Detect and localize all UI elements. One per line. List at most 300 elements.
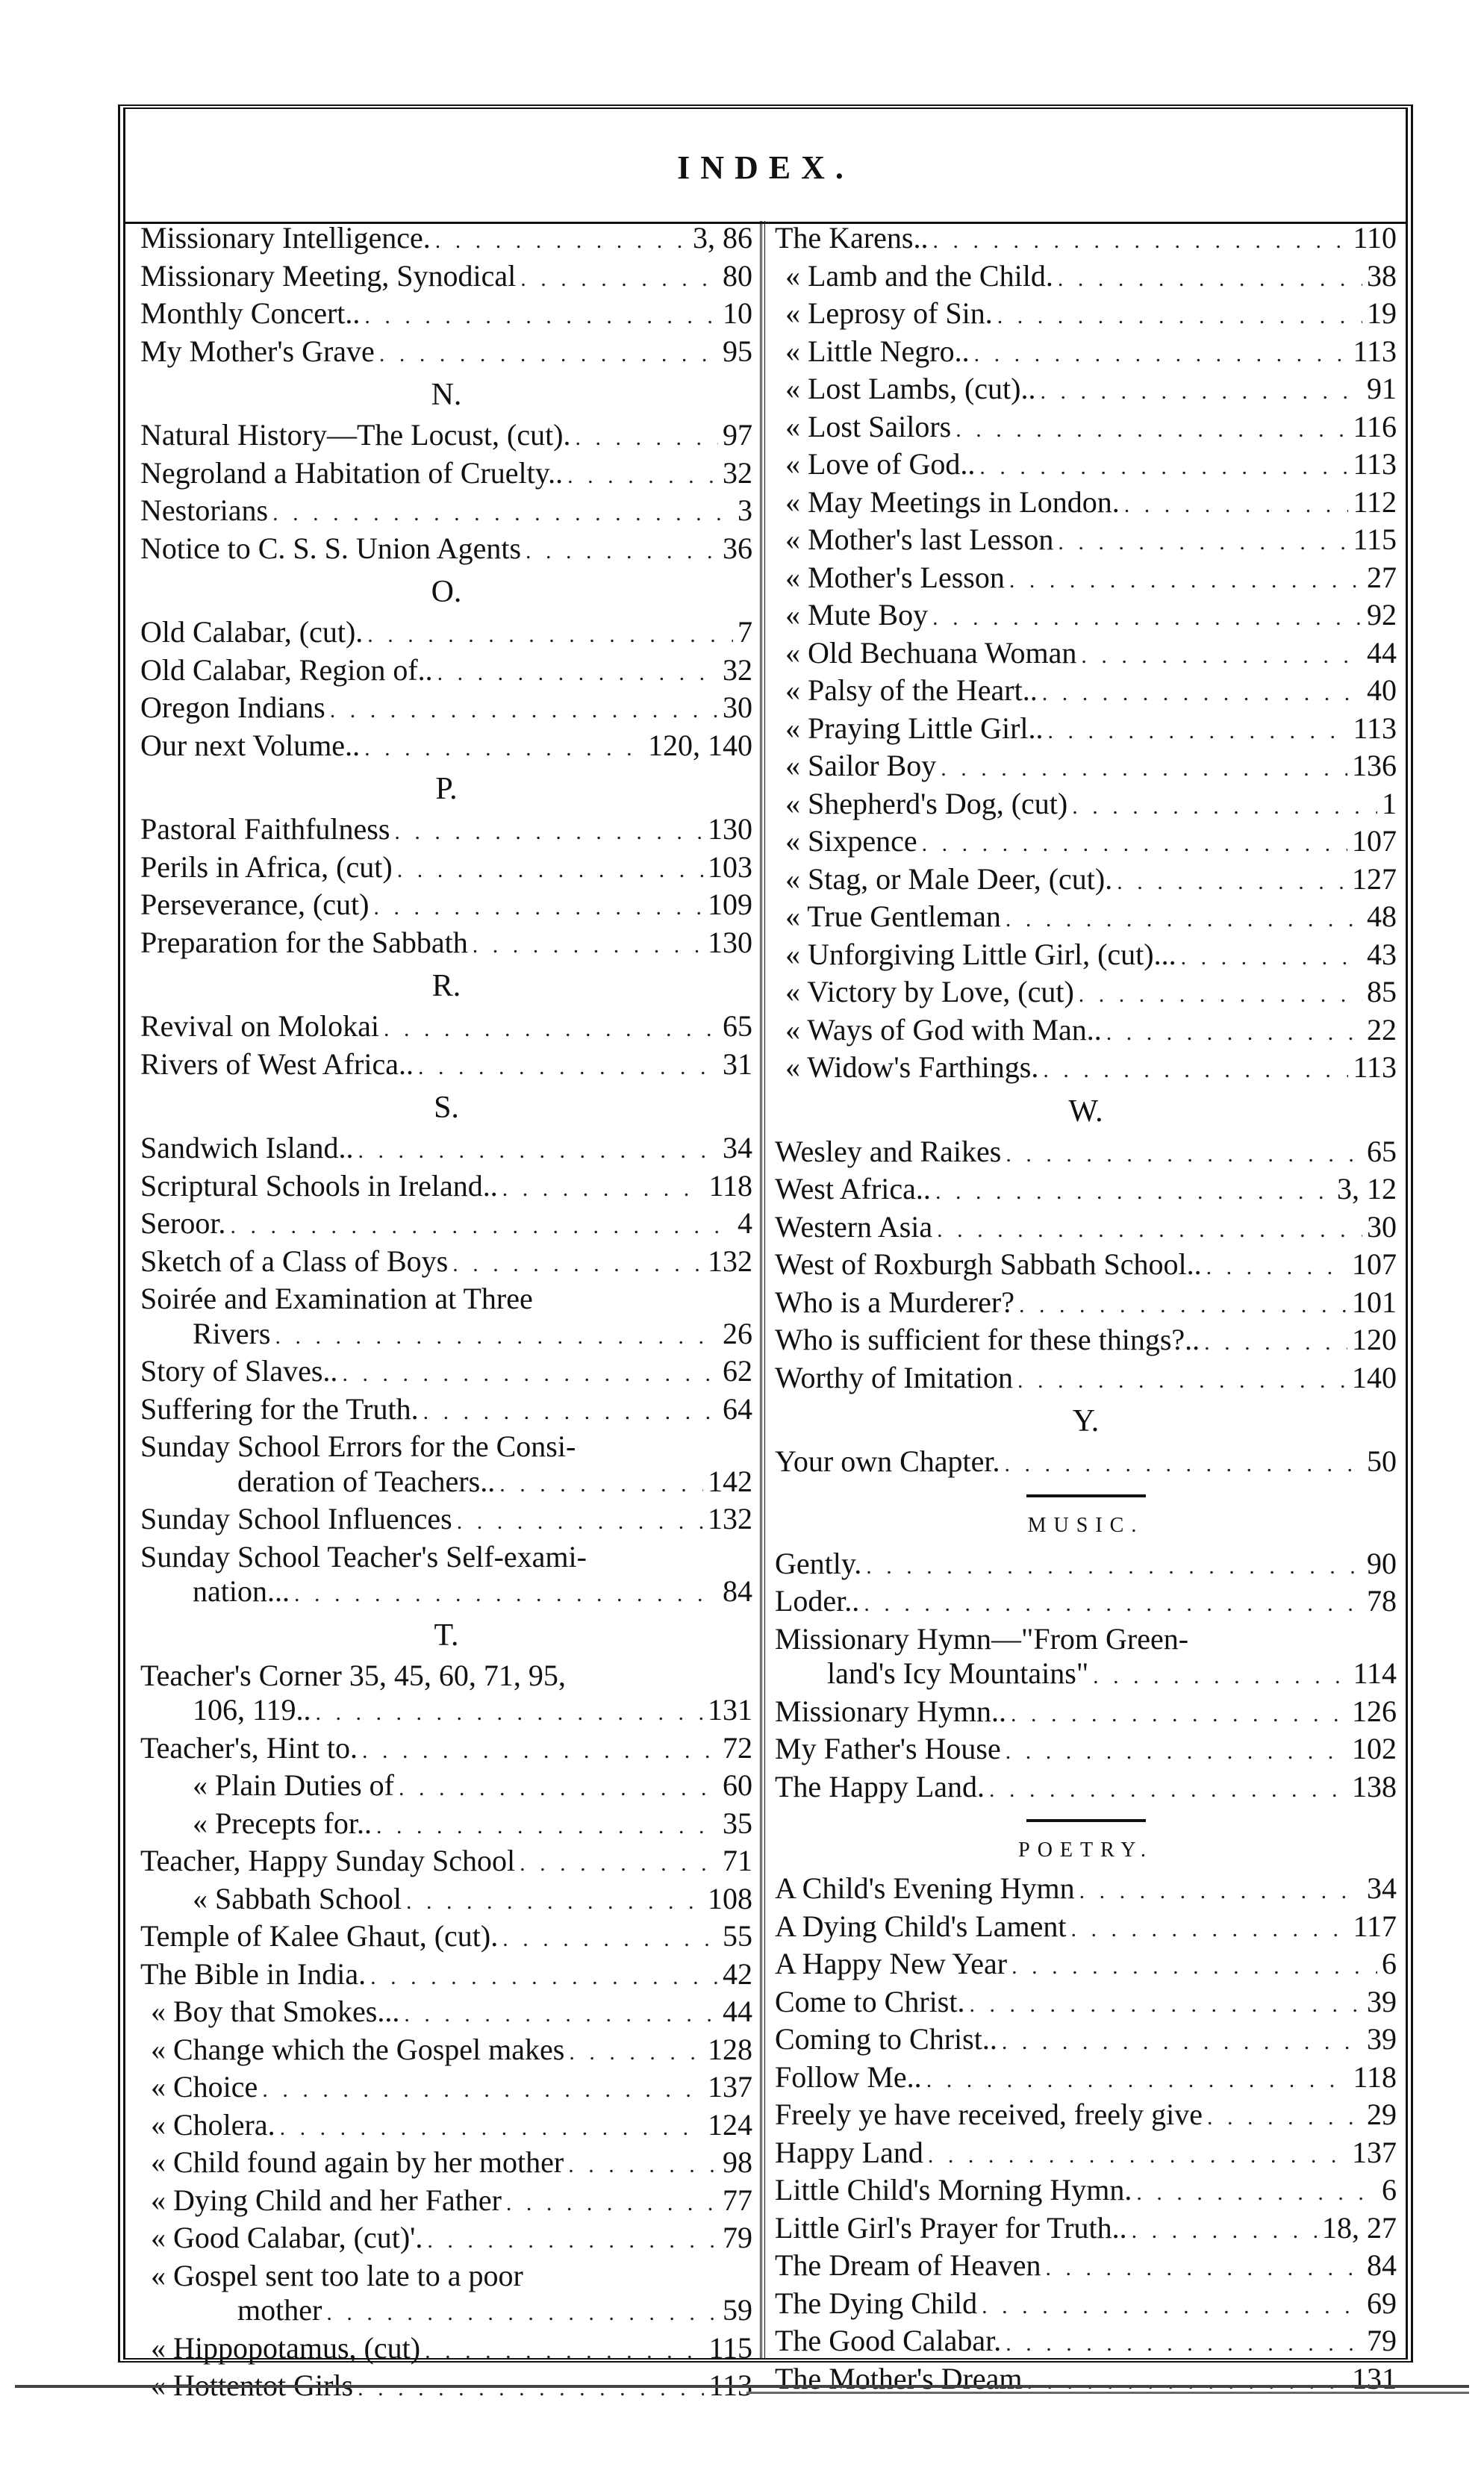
leader-dots (427, 2224, 718, 2259)
entry-page: 95 (723, 334, 752, 368)
leader-dots (384, 1012, 718, 1047)
leader-dots (418, 1050, 718, 1085)
leader-dots (358, 2371, 704, 2407)
index-entry (775, 938, 1397, 976)
index-entry (775, 2211, 1397, 2249)
leader-dots (362, 1734, 718, 1769)
leader-dots (1204, 1326, 1347, 1361)
index-entry (775, 598, 1397, 636)
entry-page: 42 (723, 1956, 752, 1991)
entry-page: 113 (1353, 334, 1397, 368)
entry-title-continued: deration of Teachers.. (237, 1464, 496, 1498)
leader-dots (932, 224, 1348, 259)
leader-dots (1011, 1697, 1347, 1733)
index-entry (775, 2173, 1397, 2211)
entry-page: 113 (708, 2368, 752, 2402)
entry-title: Perils in Africa, (cut) (140, 849, 393, 884)
entry-page: 30 (723, 690, 752, 724)
index-entry (140, 1957, 752, 1995)
entry-title: Wesley and Raikes (775, 1134, 1002, 1168)
entry-page: 80 (723, 258, 752, 293)
entry-title: The Karens.. (775, 221, 929, 255)
index-entry (775, 1210, 1397, 1248)
entry-title: « Victory by Love, (cut) (785, 975, 1074, 1008)
entry-title: « Lost Sailors (785, 409, 952, 443)
entry-title: Come to Christ. (775, 1984, 965, 2018)
bottom-rule (15, 2385, 1469, 2388)
entry-page: 92 (1367, 598, 1397, 631)
leader-dots (1132, 2214, 1318, 2249)
index-entry (775, 899, 1397, 938)
entry-page: 4 (738, 1206, 752, 1240)
entry-page: 116 (1353, 409, 1397, 443)
entry-page: 79 (1367, 2324, 1397, 2357)
index-entry (775, 787, 1397, 825)
section-letter-heading: O. (431, 575, 462, 609)
entry-title: Missionary Hymn—"From Green- (775, 1621, 1189, 1656)
entry-page: 65 (1367, 1134, 1397, 1168)
entry-title: Teacher's, Hint to. (140, 1730, 358, 1765)
entry-page: 120, 140 (648, 728, 752, 762)
entry-title: Scriptural Schools in Ireland.. (140, 1168, 498, 1203)
entry-title: « Sixpence (785, 824, 917, 858)
index-entry (775, 1444, 1397, 1482)
index-entry (140, 2221, 752, 2259)
leader-dots (864, 1587, 1362, 1622)
column-divider (760, 221, 765, 2358)
entry-title: « Lamb and the Child. (785, 258, 1053, 293)
index-entry (140, 1131, 752, 1169)
entry-title: Old Calabar, (cut). (140, 615, 364, 649)
entry-title: Missionary Intelligence. (140, 221, 431, 255)
entry-title: « Mother's last Lesson (785, 523, 1054, 556)
leader-dots (1017, 1364, 1347, 1399)
entry-title: Suffering for the Truth. (140, 1391, 419, 1426)
entry-page: 22 (1367, 1012, 1397, 1047)
entry-page: 107 (1352, 824, 1397, 858)
entry-title-continued: land's Icy Mountains" (827, 1656, 1089, 1690)
entry-title: Seroor. (140, 1206, 226, 1240)
leader-dots (404, 1998, 718, 2033)
entry-page: 131 (1352, 2361, 1397, 2395)
entry-page: 19 (1367, 296, 1397, 330)
leader-dots (1006, 1138, 1362, 1173)
leader-dots (1006, 1735, 1347, 1770)
entry-title: Sunday School Teacher's Self-exami- (140, 1539, 587, 1574)
leader-dots (1042, 676, 1362, 711)
entry-page: 113 (1353, 1050, 1397, 1084)
entry-title: Revival on Molokai (140, 1009, 379, 1043)
entry-title: Natural History—The Locust, (cut). (140, 418, 571, 452)
entry-page: 44 (1367, 635, 1397, 670)
entry-page: 7 (738, 615, 752, 649)
entry-title: Teacher's Corner 35, 45, 60, 71, 95, (140, 1658, 566, 1692)
entry-page: 114 (1353, 1656, 1397, 1690)
section-letter-heading: Y. (1072, 1404, 1100, 1438)
section-rule (1026, 1819, 1146, 1822)
entry-title: « Praying Little Girl.. (785, 711, 1044, 745)
entry-title: Who is a Murderer? (775, 1285, 1014, 1319)
leader-dots (974, 337, 1349, 372)
index-entry (140, 2070, 752, 2108)
entry-title: « Mute Boy (785, 598, 929, 631)
entry-page: 48 (1367, 899, 1397, 933)
entry-title: « Mother's Lesson (785, 560, 1005, 594)
index-entry (775, 862, 1397, 900)
index-entry (775, 1985, 1397, 2023)
leader-dots (520, 1847, 718, 1882)
leader-dots (1006, 902, 1362, 938)
leader-dots (1048, 714, 1349, 749)
entry-page: 130 (708, 925, 752, 959)
leader-dots (1006, 2327, 1362, 2362)
index-entry (775, 259, 1397, 297)
entry-title: « Gospel sent too late to a poor (151, 2258, 523, 2292)
entry-title: « Sabbath School (193, 1881, 402, 1915)
leader-dots (1079, 1874, 1362, 1909)
leader-dots (955, 413, 1348, 448)
entry-title: « Change which the Gospel makes (151, 2032, 565, 2066)
index-entry (140, 1354, 752, 1392)
entry-title: Coming to Christ.. (775, 2022, 997, 2056)
entry-title: « Widow's Farthings. (785, 1050, 1039, 1084)
index-entry-multiline (140, 2259, 752, 2331)
index-entry (140, 888, 752, 926)
entry-page: 132 (708, 1502, 752, 1535)
entry-title: Missionary Hymn.. (775, 1694, 1006, 1728)
index-entry (775, 2286, 1397, 2324)
index-entry (140, 1047, 752, 1085)
entry-title: Preparation for the Sabbath (140, 925, 468, 959)
entry-title: « Child found again by her mother (151, 2145, 564, 2179)
index-entry (140, 653, 752, 691)
entry-title: Follow Me.. (775, 2059, 922, 2094)
entry-title-continued: nation... (193, 1574, 290, 1608)
leader-dots (423, 1395, 718, 1430)
entry-title: The Dying Child (775, 2286, 978, 2320)
entry-title-continued: Rivers (193, 1316, 271, 1350)
entry-page: 27 (1367, 560, 1397, 594)
bottom-rule-secondary (746, 2392, 1469, 2394)
index-entry (140, 812, 752, 850)
leader-dots (280, 2111, 703, 2146)
entry-title: A Dying Child's Lament (775, 1909, 1067, 1943)
leader-dots (1093, 1659, 1348, 1694)
entry-title: Sketch of a Class of Boys (140, 1244, 449, 1278)
section-letter-heading: W. (1068, 1094, 1103, 1129)
entry-page: 126 (1352, 1694, 1397, 1728)
leader-dots (1106, 1016, 1362, 1051)
entry-page: 3, 86 (693, 221, 752, 255)
entry-page: 136 (1352, 749, 1397, 782)
entry-title: « Stag, or Male Deer, (cut). (785, 861, 1113, 896)
index-entry (140, 1502, 752, 1540)
leader-dots (342, 1357, 718, 1392)
leader-dots (473, 929, 703, 964)
section-rule (1026, 1494, 1146, 1497)
index-entry (140, 221, 752, 259)
leader-dots (452, 1247, 703, 1282)
index-entry (140, 615, 752, 653)
leader-dots (367, 618, 733, 653)
entry-page: 127 (1352, 861, 1397, 896)
entry-title: The Happy Land. (775, 1769, 985, 1803)
leader-dots (1181, 941, 1362, 976)
leader-dots (1072, 790, 1377, 825)
leader-dots (937, 1213, 1362, 1248)
leader-dots (358, 1134, 718, 1169)
entry-title: West of Roxburgh Sabbath School.. (775, 1247, 1202, 1281)
entry-title: Little Child's Morning Hymn. (775, 2173, 1132, 2207)
entry-page: 128 (708, 2032, 752, 2066)
entry-page: 72 (723, 1730, 752, 1765)
leader-dots (275, 1320, 718, 1355)
entry-page: 34 (723, 1131, 752, 1164)
entry-page: 115 (1353, 523, 1397, 556)
leader-dots (969, 1988, 1362, 2023)
entry-title: « Cholera. (151, 2107, 275, 2142)
leader-dots (435, 224, 688, 259)
index-entry (775, 1172, 1397, 1210)
index-entry (775, 2022, 1397, 2060)
leader-dots (502, 1172, 705, 1207)
entry-title: « Boy that Smokes... (151, 1995, 400, 2028)
index-entry (140, 2033, 752, 2071)
index-entry (775, 221, 1397, 259)
index-entry (140, 1731, 752, 1769)
entry-title: The Bible in India. (140, 1956, 367, 1991)
entry-page: 84 (723, 1574, 752, 1608)
entry-page: 32 (723, 652, 752, 687)
entry-title: The Good Calabar. (775, 2324, 1002, 2357)
leader-dots (576, 421, 718, 456)
index-entry (140, 1169, 752, 1207)
leader-dots (1081, 639, 1362, 674)
index-entry (140, 456, 752, 494)
entry-title: The Mother's Dream (775, 2361, 1023, 2395)
section-letter-heading: N. (431, 378, 462, 412)
index-entry (140, 1844, 752, 1882)
index-entry (775, 372, 1397, 410)
entry-title: Perseverance, (cut) (140, 888, 370, 921)
leader-dots (866, 1550, 1362, 1585)
entry-title: « Sailor Boy (785, 749, 937, 782)
index-entry (140, 1919, 752, 1957)
index-entry (140, 493, 752, 531)
entry-page: 40 (1367, 673, 1397, 707)
entry-page: 120 (1352, 1323, 1397, 1356)
entry-page: 3, 12 (1337, 1172, 1397, 1206)
entry-title: Sunday School Errors for the Consi- (140, 1429, 576, 1463)
leader-dots (1027, 2365, 1347, 2400)
entry-page: 98 (723, 2145, 752, 2179)
leader-dots (997, 299, 1362, 334)
index-entry (140, 926, 752, 964)
entry-page: 103 (708, 849, 752, 884)
leader-dots (499, 1468, 703, 1503)
entry-page: 110 (1353, 221, 1397, 255)
entry-title: The Dream of Heaven (775, 2248, 1041, 2282)
entry-page: 113 (1353, 711, 1397, 745)
entry-page: 50 (1367, 1444, 1397, 1478)
leader-dots (272, 496, 733, 531)
entry-page: 137 (1352, 2135, 1397, 2169)
section-letter-heading: S. (434, 1091, 459, 1125)
entry-title: My Father's House (775, 1732, 1001, 1765)
entry-page: 38 (1367, 258, 1397, 293)
leader-dots (526, 534, 718, 570)
page-title: INDEX. (677, 149, 854, 186)
entry-continuation (140, 1317, 752, 1355)
entry-title: Story of Slaves.. (140, 1354, 338, 1388)
entry-page: 35 (723, 1806, 752, 1840)
index-entry (775, 561, 1397, 599)
entry-page: 107 (1352, 1247, 1397, 1281)
index-entry (775, 1050, 1397, 1088)
index-entry (775, 1013, 1397, 1051)
index-entry (775, 673, 1397, 711)
index-entry-multiline (140, 1282, 752, 1354)
entry-page: 43 (1367, 937, 1397, 971)
index-entry (140, 1768, 752, 1806)
entry-title: Teacher, Happy Sunday School (140, 1844, 516, 1877)
entry-page: 84 (1367, 2248, 1397, 2282)
entry-page: 131 (708, 1693, 752, 1727)
index-entry (775, 1584, 1397, 1622)
entry-page: 18, 27 (1322, 2210, 1397, 2245)
entry-page: 1 (1382, 786, 1397, 820)
section-heading: MUSIC. (1027, 1513, 1144, 1537)
index-entry (140, 531, 752, 570)
entry-page: 90 (1367, 1546, 1397, 1580)
index-entry (140, 1806, 752, 1844)
index-entry (140, 1206, 752, 1244)
index-entry (140, 418, 752, 456)
entry-page: 36 (723, 531, 752, 565)
leader-dots (1117, 865, 1347, 900)
entry-title: « Shepherd's Dog, (cut) (785, 786, 1068, 820)
index-entry (775, 485, 1397, 523)
leader-dots (364, 299, 718, 334)
leader-dots (520, 262, 718, 297)
index-entry (775, 636, 1397, 674)
entry-page: 30 (1367, 1209, 1397, 1244)
section-heading: POETRY. (1018, 1839, 1153, 1862)
leader-dots (932, 601, 1362, 636)
entry-title: « Hippopotamus, (cut) (151, 2330, 421, 2365)
entry-page: 3 (738, 493, 752, 527)
index-entry (775, 1285, 1397, 1323)
index-entry (775, 1732, 1397, 1770)
leader-dots (1058, 262, 1362, 297)
leader-dots (1009, 564, 1362, 599)
index-entry (140, 2145, 752, 2183)
entry-title: « Little Negro.. (785, 334, 970, 368)
leader-dots (1005, 1447, 1362, 1482)
leader-dots (330, 693, 718, 729)
entry-page: 6 (1382, 2173, 1397, 2207)
index-entry (140, 1995, 752, 2033)
entry-page: 130 (708, 812, 752, 846)
entry-title: Nestorians (140, 493, 269, 527)
entry-title: « Plain Duties of (193, 1768, 394, 1802)
entry-title: « Lost Lambs, (cut).. (785, 372, 1036, 405)
entry-title: Our next Volume.. (140, 728, 361, 762)
leader-dots (1207, 2101, 1362, 2136)
leader-dots (397, 853, 703, 888)
section-letter-heading: P. (435, 772, 458, 806)
entry-title: Western Asia (775, 1209, 933, 1244)
entry-title-continued: 106, 119.. (193, 1693, 311, 1727)
leader-dots (922, 827, 1347, 862)
index-entry (775, 334, 1397, 372)
index-entry (775, 2098, 1397, 2136)
leader-dots (506, 2186, 718, 2221)
index-entry (775, 1947, 1397, 1985)
index-entry (140, 1244, 752, 1282)
entry-title: « Unforgiving Little Girl, (cut)... (785, 937, 1176, 971)
entry-page: 137 (708, 2070, 752, 2104)
entry-page: 113 (1353, 447, 1397, 481)
entry-title: « Dying Child and her Father (151, 2183, 502, 2217)
entry-page: 132 (708, 1244, 752, 1278)
leader-dots (569, 2036, 703, 2071)
index-entry (140, 2331, 752, 2369)
entry-page: 69 (1367, 2286, 1397, 2320)
entry-page: 64 (723, 1391, 752, 1426)
leader-dots (457, 1505, 703, 1540)
entry-page: 6 (1382, 1947, 1397, 1980)
entry-title: « Hottentot Girls (151, 2368, 354, 2402)
index-entry (775, 711, 1397, 749)
leader-dots (425, 2334, 704, 2369)
entry-title: Temple of Kalee Ghaut, (cut). (140, 1919, 499, 1953)
leader-dots (1045, 2251, 1362, 2286)
entry-page: 124 (708, 2107, 752, 2142)
leader-dots (399, 1771, 718, 1806)
entry-title: Loder.. (775, 1584, 860, 1618)
entry-page: 55 (723, 1919, 752, 1953)
index-entry (775, 975, 1397, 1013)
index-entry (140, 2108, 752, 2146)
entry-page: 59 (723, 2293, 752, 2327)
leader-dots (568, 2148, 718, 2183)
index-entry (775, 1135, 1397, 1173)
entry-continuation (140, 1574, 752, 1612)
leader-dots (1124, 488, 1349, 523)
index-entry (140, 296, 752, 334)
entry-continuation (140, 1693, 752, 1731)
title-band (125, 113, 1406, 224)
index-entry (140, 690, 752, 729)
index-entry (140, 334, 752, 372)
leader-dots (376, 1809, 718, 1844)
entry-title: Sunday School Influences (140, 1502, 452, 1535)
leader-dots (1019, 1288, 1347, 1323)
entry-title: Gently. (775, 1546, 862, 1580)
entry-title: Happy Land (775, 2135, 923, 2169)
leader-dots (1043, 1053, 1348, 1088)
index-entry-multiline (140, 1540, 752, 1612)
leader-dots (926, 2063, 1349, 2098)
entry-page: 77 (723, 2183, 752, 2217)
index-entry (775, 1770, 1397, 1808)
index-entry (775, 1247, 1397, 1285)
entry-title: Oregon Indians (140, 690, 325, 724)
index-entry (775, 296, 1397, 334)
entry-title: Sandwich Island.. (140, 1131, 354, 1164)
leader-dots (1041, 375, 1363, 410)
